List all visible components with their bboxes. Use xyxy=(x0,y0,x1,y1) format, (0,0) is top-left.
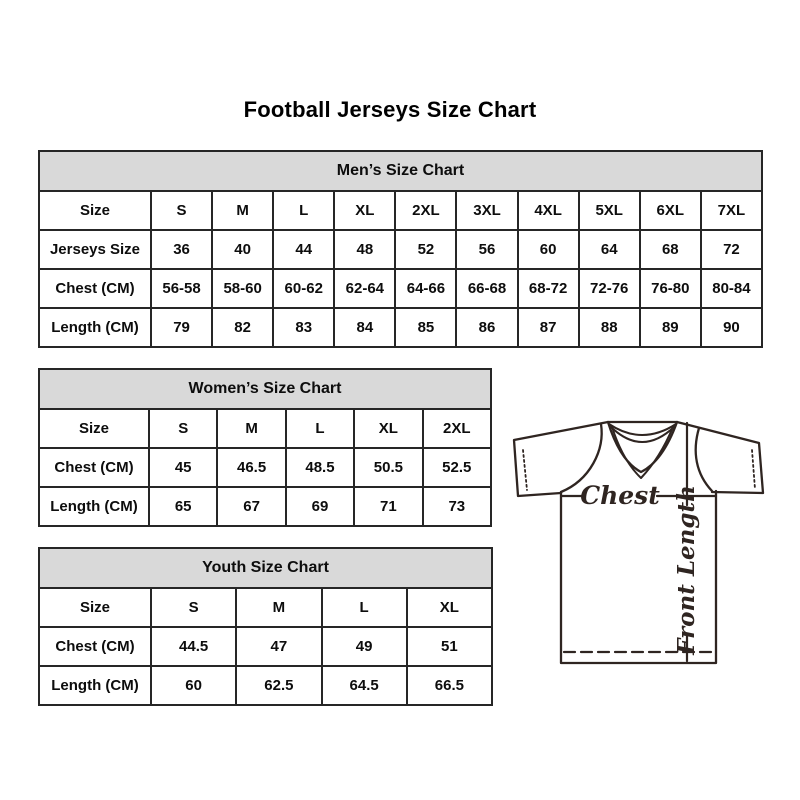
table-title: Men’s Size Chart xyxy=(39,151,762,191)
value-cell: 56 xyxy=(456,230,517,269)
value-cell: 56-58 xyxy=(151,269,212,308)
value-cell: 85 xyxy=(395,308,456,347)
jersey-right-sleeve-seam xyxy=(696,428,712,491)
value-cell: 51 xyxy=(407,627,492,666)
value-cell: 64-66 xyxy=(395,269,456,308)
value-cell: 44.5 xyxy=(151,627,236,666)
value-cell: S xyxy=(151,191,212,230)
table-row xyxy=(39,487,491,526)
value-cell: 40 xyxy=(212,230,273,269)
value-cell: XL xyxy=(334,191,395,230)
value-cell: 69 xyxy=(286,487,354,526)
value-cell: 47 xyxy=(236,627,321,666)
row-label-cell: Chest (CM) xyxy=(39,448,149,487)
value-cell: 60 xyxy=(518,230,579,269)
value-cell: 72-76 xyxy=(579,269,640,308)
womens-table xyxy=(38,368,492,527)
value-cell: 65 xyxy=(149,487,217,526)
value-cell: 64.5 xyxy=(322,666,407,705)
value-cell: 52 xyxy=(395,230,456,269)
table-row xyxy=(39,409,491,448)
left-cuff-dotted-line xyxy=(523,450,527,490)
value-cell: 88 xyxy=(579,308,640,347)
value-cell: XL xyxy=(407,588,492,627)
value-cell: XL xyxy=(354,409,422,448)
value-cell: 79 xyxy=(151,308,212,347)
value-cell: 71 xyxy=(354,487,422,526)
table-header-row xyxy=(39,369,491,409)
row-label-cell: Length (CM) xyxy=(39,487,149,526)
table-row xyxy=(39,269,762,308)
table-row xyxy=(39,230,762,269)
value-cell: 3XL xyxy=(456,191,517,230)
row-label-cell: Size xyxy=(39,409,149,448)
value-cell: 66.5 xyxy=(407,666,492,705)
value-cell: 5XL xyxy=(579,191,640,230)
value-cell: 7XL xyxy=(701,191,762,230)
value-cell: 90 xyxy=(701,308,762,347)
front-length-label: Front Length xyxy=(673,485,700,655)
mens-size-chart xyxy=(38,150,763,348)
table-title: Youth Size Chart xyxy=(39,548,492,588)
value-cell: 49 xyxy=(322,627,407,666)
value-cell: 48 xyxy=(334,230,395,269)
value-cell: S xyxy=(151,588,236,627)
value-cell: 44 xyxy=(273,230,334,269)
value-cell: 84 xyxy=(334,308,395,347)
page-title: Football Jerseys Size Chart xyxy=(243,97,537,122)
value-cell: M xyxy=(217,409,285,448)
value-cell: 58-60 xyxy=(212,269,273,308)
row-label-cell: Size xyxy=(39,191,151,230)
value-cell: 86 xyxy=(456,308,517,347)
value-cell: 45 xyxy=(149,448,217,487)
row-label-cell: Size xyxy=(39,588,151,627)
value-cell: 46.5 xyxy=(217,448,285,487)
youth-table xyxy=(38,547,493,706)
value-cell: 83 xyxy=(273,308,334,347)
youth-size-chart xyxy=(38,547,493,706)
table-row xyxy=(39,191,762,230)
chest-label: Chest xyxy=(580,481,660,510)
value-cell: 72 xyxy=(701,230,762,269)
value-cell: 67 xyxy=(217,487,285,526)
value-cell: 82 xyxy=(212,308,273,347)
value-cell: 60-62 xyxy=(273,269,334,308)
value-cell: 60 xyxy=(151,666,236,705)
table-header-row xyxy=(39,151,762,191)
value-cell: 80-84 xyxy=(701,269,762,308)
value-cell: 64 xyxy=(579,230,640,269)
value-cell: 4XL xyxy=(518,191,579,230)
value-cell: 62.5 xyxy=(236,666,321,705)
value-cell: L xyxy=(273,191,334,230)
value-cell: 68 xyxy=(640,230,701,269)
row-label-cell: Jerseys Size xyxy=(39,230,151,269)
row-label-cell: Chest (CM) xyxy=(39,269,151,308)
table-header-row xyxy=(39,548,492,588)
jersey-right-sleeve xyxy=(677,422,763,493)
value-cell: 50.5 xyxy=(354,448,422,487)
value-cell: M xyxy=(236,588,321,627)
value-cell: 2XL xyxy=(423,409,491,448)
womens-size-chart xyxy=(38,368,492,527)
row-label-cell: Length (CM) xyxy=(39,666,151,705)
value-cell: 62-64 xyxy=(334,269,395,308)
right-cuff-dotted-line xyxy=(752,450,755,489)
value-cell: 52.5 xyxy=(423,448,491,487)
row-label-cell: Length (CM) xyxy=(39,308,151,347)
value-cell: 66-68 xyxy=(456,269,517,308)
value-cell: 89 xyxy=(640,308,701,347)
jersey-measurement-diagram xyxy=(500,404,780,676)
value-cell: L xyxy=(322,588,407,627)
table-title: Women’s Size Chart xyxy=(39,369,491,409)
mens-table xyxy=(38,150,763,348)
value-cell: S xyxy=(149,409,217,448)
value-cell: 68-72 xyxy=(518,269,579,308)
value-cell: M xyxy=(212,191,273,230)
value-cell: 73 xyxy=(423,487,491,526)
table-row xyxy=(39,588,492,627)
table-row xyxy=(39,627,492,666)
value-cell: 76-80 xyxy=(640,269,701,308)
row-label-cell: Chest (CM) xyxy=(39,627,151,666)
table-row xyxy=(39,666,492,705)
value-cell: 48.5 xyxy=(286,448,354,487)
value-cell: L xyxy=(286,409,354,448)
value-cell: 6XL xyxy=(640,191,701,230)
table-row xyxy=(39,448,491,487)
value-cell: 2XL xyxy=(395,191,456,230)
value-cell: 36 xyxy=(151,230,212,269)
table-row xyxy=(39,308,762,347)
value-cell: 87 xyxy=(518,308,579,347)
